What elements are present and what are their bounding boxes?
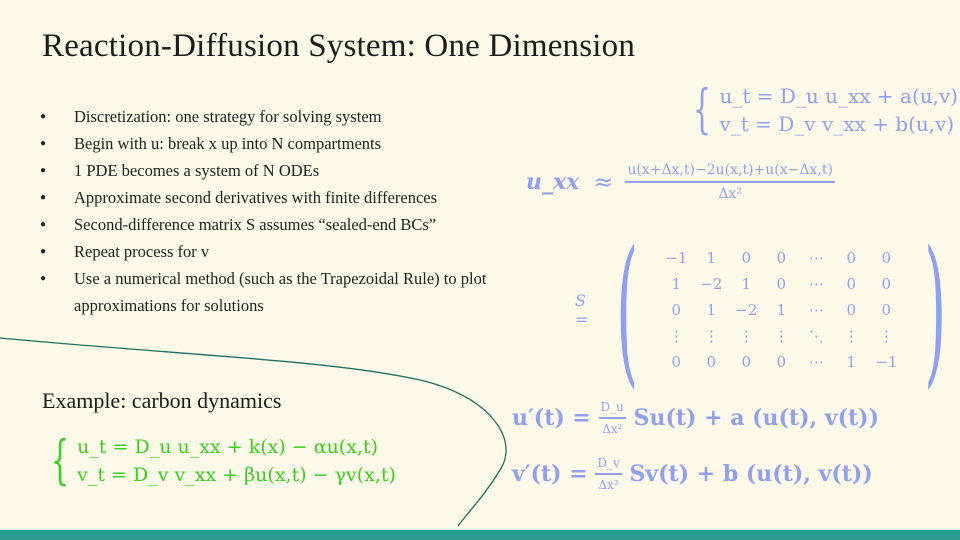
- matrix-cell: 0: [776, 353, 787, 371]
- bullet-item: ● 1 PDE becomes a system of N ODEs: [40, 157, 560, 184]
- ode-u: [512, 400, 879, 436]
- ode-u-rhs: Su(t) + a (u(t), v(t)): [633, 405, 879, 431]
- matrix-cell: 1: [741, 275, 752, 293]
- approx-symbol: ≈: [593, 168, 614, 196]
- matrix-cell: 0: [846, 249, 857, 267]
- ode-u-den: Δx²: [602, 422, 623, 436]
- matrix-cell: ⋯: [808, 301, 824, 319]
- bullet-item: ● Second-difference matrix S assumes “sealed-end BCs”: [40, 211, 560, 238]
- bullet-item: ● Use a numerical method (such as the Trapezoidal Rule) to plot approximations for solutions: [40, 265, 560, 319]
- matrix-cell: 0: [671, 353, 682, 371]
- ode-u-num: D_u: [599, 400, 626, 419]
- fd-denominator: Δx²: [718, 186, 742, 202]
- matrix-cell: −2: [735, 301, 758, 319]
- ode-v-rhs: Sv(t) + b (u(t), v(t)): [629, 461, 873, 487]
- ode-v-den: Δx²: [598, 478, 619, 492]
- matrix-cell: 0: [706, 353, 717, 371]
- ode-v-lhs: v′(t) =: [512, 461, 588, 487]
- general-equation-system: [678, 82, 958, 138]
- matrix-cell: ⋮: [843, 327, 859, 345]
- matrix-cell: 1: [706, 249, 717, 267]
- matrix-cell: 1: [776, 301, 787, 319]
- ode-u-lhs: u′(t) =: [512, 405, 591, 431]
- matrix-cell: ⋯: [808, 275, 824, 293]
- matrix-cell: ⋱: [808, 327, 824, 345]
- bottom-accent-bar: [0, 530, 960, 540]
- example-equation-system: [36, 433, 396, 489]
- matrix-cell: 0: [881, 249, 892, 267]
- matrix-cell: ⋮: [668, 327, 684, 345]
- second-difference-matrix: [575, 216, 960, 403]
- matrix-cell: ⋮: [773, 327, 789, 345]
- ode-u-fraction: [599, 400, 626, 436]
- left-brace: {: [50, 431, 70, 491]
- matrix-cell: ⋮: [703, 327, 719, 345]
- matrix-cell: 0: [671, 301, 682, 319]
- matrix-cell: −1: [665, 249, 688, 267]
- matrix-grid: [659, 249, 904, 371]
- matrix-cell: 1: [671, 275, 682, 293]
- left-paren: (: [616, 216, 639, 403]
- bullet-item: ● Repeat process for v: [40, 238, 560, 265]
- fd-lhs: u_xx: [526, 169, 580, 195]
- matrix-cell: 0: [776, 249, 787, 267]
- matrix-cell: ⋯: [808, 249, 824, 267]
- example-equation-2: v_t = D_v v_xx + βu(x,t) − γv(x,t): [77, 464, 396, 486]
- matrix-cell: 0: [776, 275, 787, 293]
- matrix-cell: 0: [741, 249, 752, 267]
- fd-numerator: u(x+Δx,t)−2u(x,t)+u(x−Δx,t): [625, 162, 835, 183]
- matrix-cell: 0: [881, 301, 892, 319]
- matrix-cell: ⋮: [738, 327, 754, 345]
- matrix-cell: 0: [881, 275, 892, 293]
- matrix-cell: 1: [846, 353, 857, 371]
- page-title: Reaction-Diffusion System: One Dimension: [42, 28, 636, 64]
- bullet-item: ● Approximate second derivatives with finite differences: [40, 184, 560, 211]
- left-brace: {: [692, 80, 712, 140]
- bullet-item: ● Begin with u: break x up into N compartments: [40, 130, 560, 157]
- matrix-cell: 0: [846, 301, 857, 319]
- finite-difference-formula: [526, 162, 835, 202]
- system-equation-2: v_t = D_v v_xx + b(u,v): [719, 112, 955, 136]
- matrix-cell: −2: [700, 275, 723, 293]
- system-equation-1: u_t = D_u u_xx + a(u,v): [719, 84, 959, 108]
- ode-v-fraction: [595, 456, 621, 492]
- matrix-cell: −1: [875, 353, 898, 371]
- fd-fraction: [625, 162, 835, 202]
- ode-v-num: D_v: [595, 456, 621, 475]
- example-equation-1: u_t = D_u u_xx + k(x) − αu(x,t): [77, 436, 379, 458]
- bullet-item: ● Discretization: one strategy for solving system: [40, 103, 560, 130]
- matrix-label: S =: [575, 291, 589, 329]
- matrix-cell: 0: [741, 353, 752, 371]
- matrix-cell: 0: [846, 275, 857, 293]
- example-label: Example: carbon dynamics: [42, 388, 282, 413]
- matrix-cell: 1: [706, 301, 717, 319]
- ode-v: [512, 456, 873, 492]
- right-paren: ): [924, 216, 946, 403]
- matrix-cell: ⋮: [878, 327, 894, 345]
- matrix-cell: ⋯: [808, 353, 824, 371]
